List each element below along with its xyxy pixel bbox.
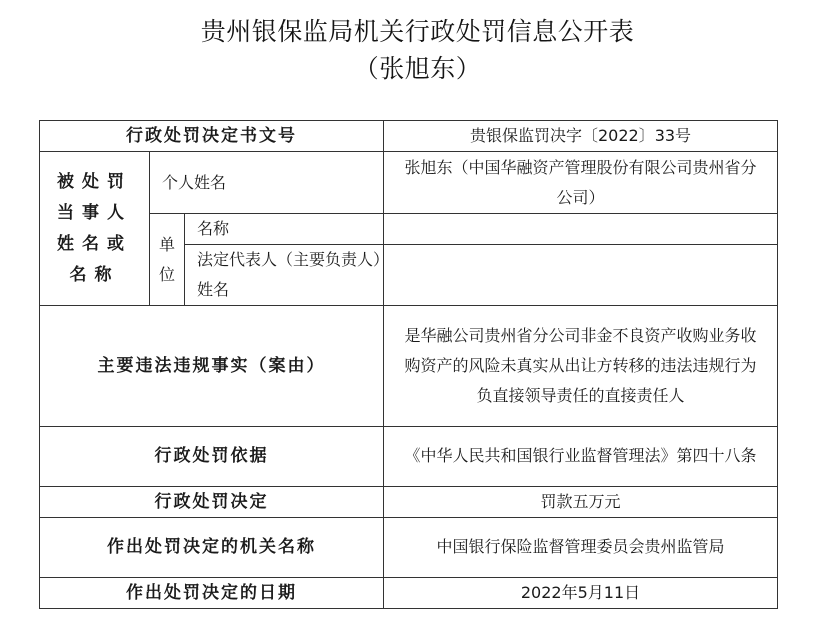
unit-name-value: [384, 214, 778, 245]
basis-label: 行政处罚依据: [40, 426, 384, 486]
authority-value: 中国银行保险监督管理委员会贵州监管局: [384, 517, 778, 577]
basis-value: 《中华人民共和国银行业监督管理法》第四十八条: [384, 426, 778, 486]
date-label: 作出处罚决定的日期: [40, 577, 384, 608]
row-authority: [40, 517, 778, 577]
violation-label: 主要违法违规事实（案由）: [40, 306, 384, 426]
authority-label: 作出处罚决定的机关名称: [40, 517, 384, 577]
decision-label: 行政处罚决定: [40, 486, 384, 517]
row-violation: [40, 306, 778, 426]
legal-rep-label: 法定代表人（主要负责人）姓名: [185, 245, 384, 306]
row-unit-name: [40, 214, 778, 245]
legal-rep-value: [384, 245, 778, 306]
page-title: 贵州银保监局机关行政处罚信息公开表: [200, 17, 635, 46]
row-doc-number: [40, 121, 778, 152]
row-date: [40, 577, 778, 608]
penalty-info-table: [39, 120, 778, 609]
row-basis: [40, 426, 778, 486]
decision-value: 罚款五万元: [384, 486, 778, 517]
unit-label: 单位: [150, 214, 185, 306]
doc-number-value: 贵银保监罚决字〔2022〕33号: [384, 121, 778, 152]
date-value: 2022年5月11日: [384, 577, 778, 608]
individual-name-value: 张旭东（中国华融资产管理股份有限公司贵州省分公司）: [384, 152, 778, 214]
party-label: 被处罚当事人姓名或名称: [40, 152, 150, 306]
row-decision: [40, 486, 778, 517]
individual-name-label: 个人姓名: [150, 152, 384, 214]
violation-value: 是华融公司贵州省分公司非金不良资产收购业务收购资产的风险未真实从出让方转移的违法违规行为负直接领导责任的直接责任人: [384, 306, 778, 426]
row-individual: [40, 152, 778, 214]
page-subtitle: （张旭东）: [353, 54, 482, 83]
doc-number-label: 行政处罚决定书文号: [40, 121, 384, 152]
unit-name-label: 名称: [185, 214, 384, 245]
